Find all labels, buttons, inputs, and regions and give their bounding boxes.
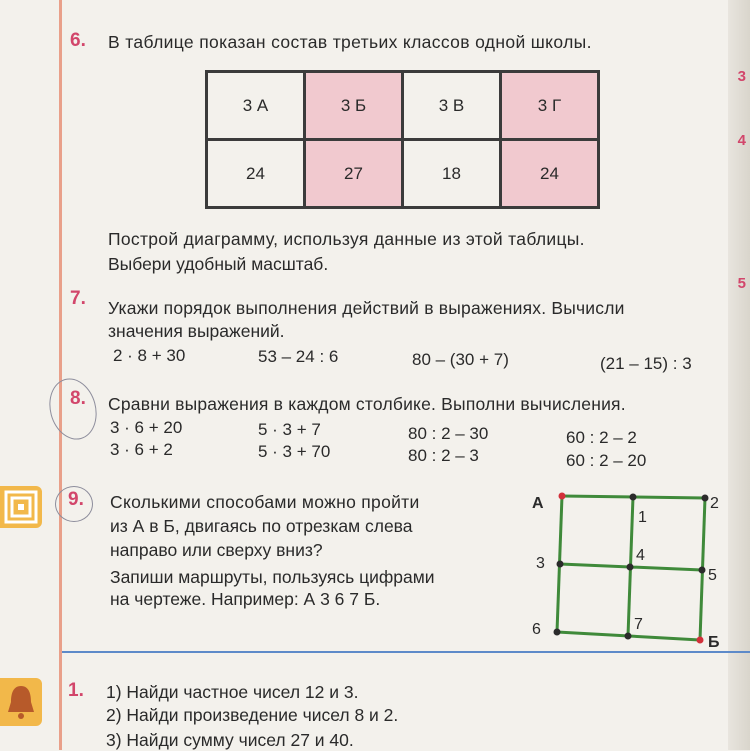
task-9-text: из А в Б, двигаясь по отрезкам слева — [110, 516, 413, 536]
task-7-text: значения выражений. — [108, 321, 285, 341]
task-7-text: Укажи порядок выполнения действий в выражениях. Вычисли — [108, 298, 625, 318]
table-cell: 3 Г — [501, 72, 599, 140]
grid-label-b: Б — [708, 634, 720, 648]
grid-node — [554, 629, 561, 636]
expression: 53 – 24 : 6 — [258, 347, 339, 366]
expression: 5 · 3 + 7 — [258, 420, 321, 439]
table-cell: 27 — [305, 140, 403, 208]
next-task-item: 3) Найди сумму чисел 27 и 40. — [106, 730, 354, 750]
end-node — [697, 637, 704, 644]
task-8-number: 8. — [70, 388, 86, 409]
grid-node — [627, 564, 634, 571]
task-6-text: В таблице показан состав третьих классов одной школы. — [108, 32, 592, 52]
task-9-text: Сколькими способами можно пройти — [110, 492, 420, 512]
table-cell: 24 — [207, 140, 305, 208]
table-cell: 3 Б — [305, 72, 403, 140]
page-edge-shadow — [728, 0, 750, 750]
next-task-item: 2) Найди произведение чисел 8 и 2. — [106, 705, 399, 725]
start-node — [559, 493, 566, 500]
bell-icon — [0, 678, 42, 726]
expression: 3 · 6 + 2 — [110, 440, 173, 459]
grid-label-a: А — [532, 495, 544, 512]
side-number: 3 — [737, 68, 746, 85]
task-9-text: Запиши маршруты, пользуясь цифрами — [110, 567, 435, 587]
class-table — [205, 70, 600, 209]
table-cell: 3 А — [207, 72, 305, 140]
table-cell: 24 — [501, 140, 599, 208]
expression: 80 : 2 – 3 — [408, 446, 479, 465]
task-7-number: 7. — [70, 288, 86, 309]
grid-label: 6 — [532, 621, 541, 638]
task-6-instruction: Построй диаграмму, используя данные из этой таблицы. — [108, 229, 585, 249]
grid-node — [702, 495, 709, 502]
route-grid — [520, 486, 730, 648]
margin-line — [59, 0, 62, 750]
task-6-instruction: Выбери удобный масштаб. — [108, 254, 329, 274]
table-cell: 18 — [403, 140, 501, 208]
grid-label: 2 — [710, 495, 719, 512]
grid-label: 1 — [638, 509, 647, 526]
expression: 80 – (30 + 7) — [412, 350, 509, 369]
expression: 60 : 2 – 20 — [566, 451, 647, 470]
task-9-text: на чертеже. Например: А 3 6 7 Б. — [110, 589, 381, 609]
grid-label: 7 — [634, 616, 643, 633]
expression: 60 : 2 – 2 — [566, 428, 637, 447]
task-6-number: 6. — [70, 30, 86, 51]
table-row — [207, 140, 599, 208]
task-9-text: направо или сверху вниз? — [110, 540, 323, 560]
task-9-number: 9. — [68, 489, 84, 510]
side-number: 4 — [737, 132, 746, 149]
grid-label: 3 — [536, 555, 545, 572]
side-number: 5 — [737, 275, 746, 292]
task-8-text: Сравни выражения в каждом столбике. Выполни вычисления. — [108, 394, 626, 414]
grid-node — [557, 561, 564, 568]
grid-node — [625, 633, 632, 640]
next-task-number: 1. — [68, 680, 84, 701]
table-row — [207, 72, 599, 140]
grid-label: 4 — [636, 547, 645, 564]
expression: 2 · 8 + 30 — [113, 346, 186, 365]
section-divider — [62, 651, 750, 653]
expression: 3 · 6 + 20 — [110, 418, 183, 437]
grid-label: 5 — [708, 567, 717, 584]
spiral-icon — [0, 486, 42, 528]
table-cell: 3 В — [403, 72, 501, 140]
expression: 5 · 3 + 70 — [258, 442, 331, 461]
expression: 80 : 2 – 30 — [408, 424, 489, 443]
next-task-item: 1) Найди частное чисел 12 и 3. — [106, 682, 359, 702]
grid-node — [630, 494, 637, 501]
expression: (21 – 15) : 3 — [600, 354, 692, 373]
grid-node — [699, 567, 706, 574]
